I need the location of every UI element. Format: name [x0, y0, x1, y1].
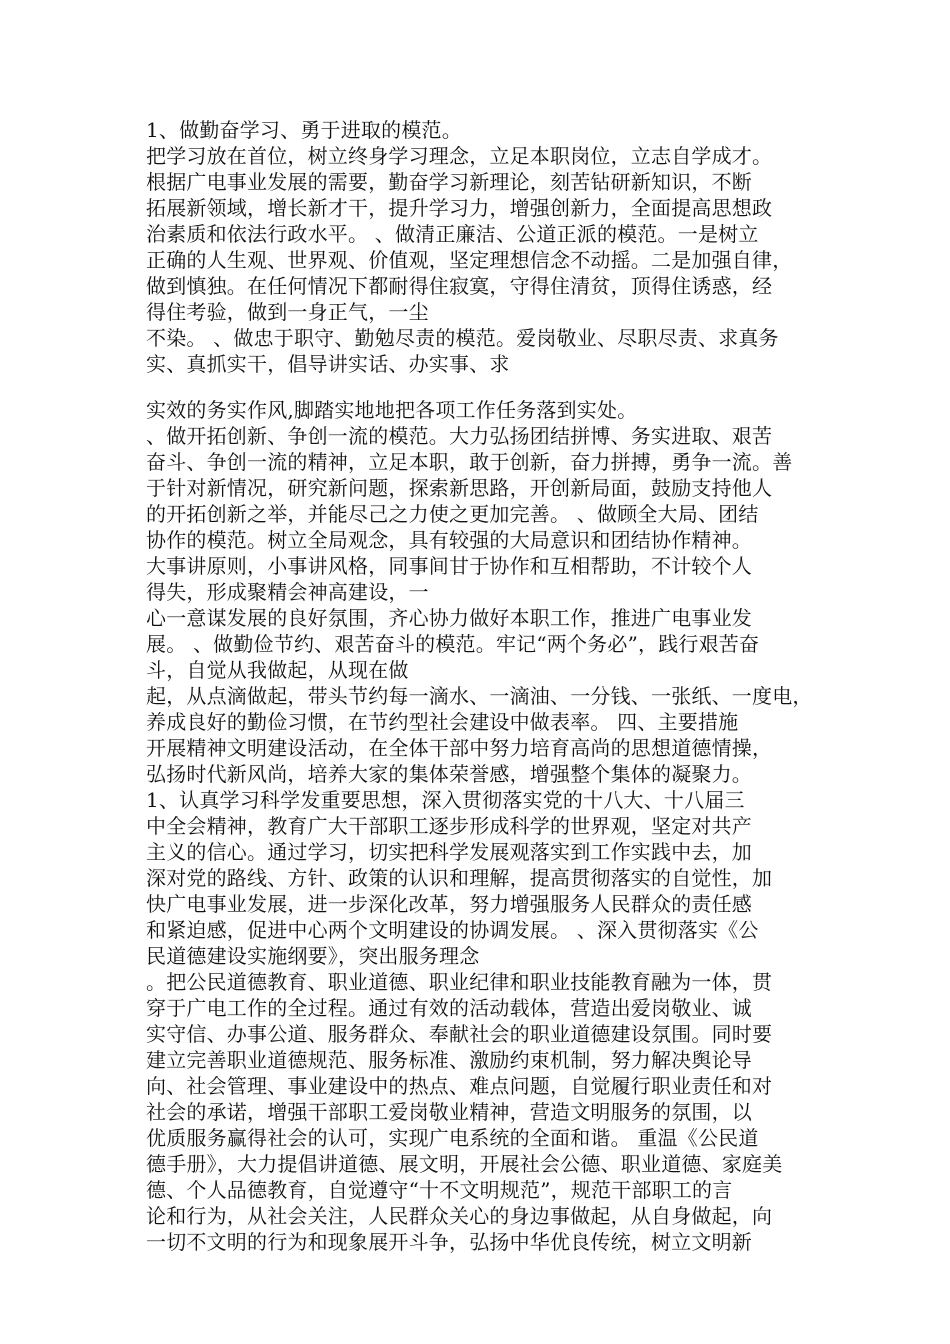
text-line: 拓展新领域，增长新才干，提升学习力，增强创新力，全面提高思想政 [146, 196, 773, 220]
text-line: 优质服务赢得社会的认可，实现广电系统的全面和谐。 重温《公民道 [146, 1126, 759, 1150]
text-line: 德、个人品德教育，自觉遵守“十不文明规范”，规范干部职工的言 [146, 1178, 733, 1202]
text-line: 做到慎独。在任何情况下都耐得住寂寞，守得住清贫，顶得住诱惑，经 [146, 274, 773, 298]
text-line: 向、社会管理、事业建设中的热点、难点问题，自觉履行职业责任和对 [146, 1074, 773, 1098]
text-line: 论和行为，从社会关注，人民群众关心的身边事做起，从自身做起，向 [146, 1204, 773, 1228]
text-line: 、做开拓创新、争创一流的模范。大力弘扬团结拼博、务实进取、艰苦 [146, 424, 773, 448]
text-line: 快广电事业发展，进一步深化改革，努力增强服务人民群众的责任感 [146, 892, 752, 916]
text-line: 德手册》，大力提倡讲道德、展文明，开展社会公德、职业道德、家庭美 [146, 1152, 783, 1176]
text-line: 。把公民道德教育、职业道德、职业纪律和职业技能教育融为一体，贯 [146, 970, 773, 994]
text-line: 建立完善职业道德规范、服务标准、激励约束机制，努力解决舆论导 [146, 1048, 752, 1072]
text-line: 民道德建设实施纲要》，突出服务理念 [146, 944, 480, 968]
text-line: 穿于广电工作的全过程。通过有效的活动载体，营造出爱岗敬业、诚 [146, 996, 752, 1020]
text-line: 中全会精神，教育广大干部职工逐步形成科学的世界观，坚定对共产 [146, 814, 752, 838]
text-line: 一切不文明的行为和现象展开斗争，弘扬中华优良传统，树立文明新 [146, 1230, 752, 1254]
text-line: 深对党的路线、方针、政策的认识和理解，提高贯彻落实的自觉性，加 [146, 866, 773, 890]
text-line: 社会的承诺，增强干部职工爱岗敬业精神，营造文明服务的氛围，以 [146, 1100, 752, 1124]
text-line: 展。 、做勤俭节约、艰苦奋斗的模范。牢记“两个务必”，践行艰苦奋 [146, 632, 760, 656]
text-line: 起，从点滴做起，带头节约每一滴水、一滴油、一分钱、一张纸、一度电， [146, 684, 813, 708]
text-line: 把学习放在首位，树立终身学习理念，立足本职岗位，立志自学成才。 [146, 144, 773, 168]
text-line: 得失，形成聚精会神高建设，一 [146, 580, 429, 604]
text-line: 于针对新情况，研究新问题，探索新思路，开创新局面，鼓励支持他人 [146, 476, 773, 500]
text-line: 弘扬时代新风尚，培养大家的集体荣誉感，增强整个集体的凝聚力。 [146, 762, 752, 786]
text-line: 开展精神文明建设活动，在全体干部中努力培育高尚的思想道德情操， [146, 736, 773, 760]
text-line: 实效的务实作风,脚踏实地地把各项工作任务落到实处。 [146, 398, 638, 422]
text-line: 正确的人生观、世界观、价值观，坚定理想信念不动摇。二是加强自律， [146, 248, 793, 272]
text-line: 心一意谋发展的良好氛围，齐心协力做好本职工作，推进广电事业发 [146, 606, 752, 630]
text-line: 奋斗、争创一流的精神，立足本职，敢于创新，奋力拼搏，勇争一流。善 [146, 450, 793, 474]
text-line: 根据广电事业发展的需要，勤奋学习新理论，刻苦钻研新知识，不断 [146, 170, 752, 194]
text-line: 实守信、办事公道、服务群众、奉献社会的职业道德建设氛围。同时要 [146, 1022, 773, 1046]
text-line: 和紧迫感，促进中心两个文明建设的协调发展。 、深入贯彻落实《公 [146, 918, 759, 942]
text-line: 治素质和依法行政水平。 、做清正廉洁、公道正派的模范。一是树立 [146, 222, 759, 246]
text-line: 1、认真学习科学发重要思想，深入贯彻落实党的十八大、十八届三 [146, 788, 745, 812]
text-line: 的开拓创新之举，并能尽己之力使之更加完善。 、做顾全大局、团结 [146, 502, 759, 526]
text-line: 得住考验，做到一身正气，一尘 [146, 300, 429, 324]
text-line: 1、做勤奋学习、勇于进取的模范。 [146, 118, 462, 142]
text-line: 大事讲原则，小事讲风格，同事间甘于协作和互相帮助，不计较个人 [146, 554, 752, 578]
text-line: 主义的信心。通过学习，切实把科学发展观落实到工作实践中去，加 [146, 840, 752, 864]
text-line: 不染。 、做忠于职守、勤勉尽责的模范。爱岗敬业、尽职尽责、求真务 [146, 326, 779, 350]
text-block-2 [146, 397, 813, 1255]
text-block-1 [146, 117, 806, 377]
text-line: 协作的模范。树立全局观念，具有较强的大局意识和团结协作精神。 [146, 528, 752, 552]
text-line: 斗，自觉从我做起，从现在做 [146, 658, 409, 682]
text-line: 养成良好的勤俭习惯，在节约型社会建设中做表率。 四、主要措施 [146, 710, 739, 734]
text-line: 实、真抓实干，倡导讲实话、办实事、求 [146, 352, 510, 376]
